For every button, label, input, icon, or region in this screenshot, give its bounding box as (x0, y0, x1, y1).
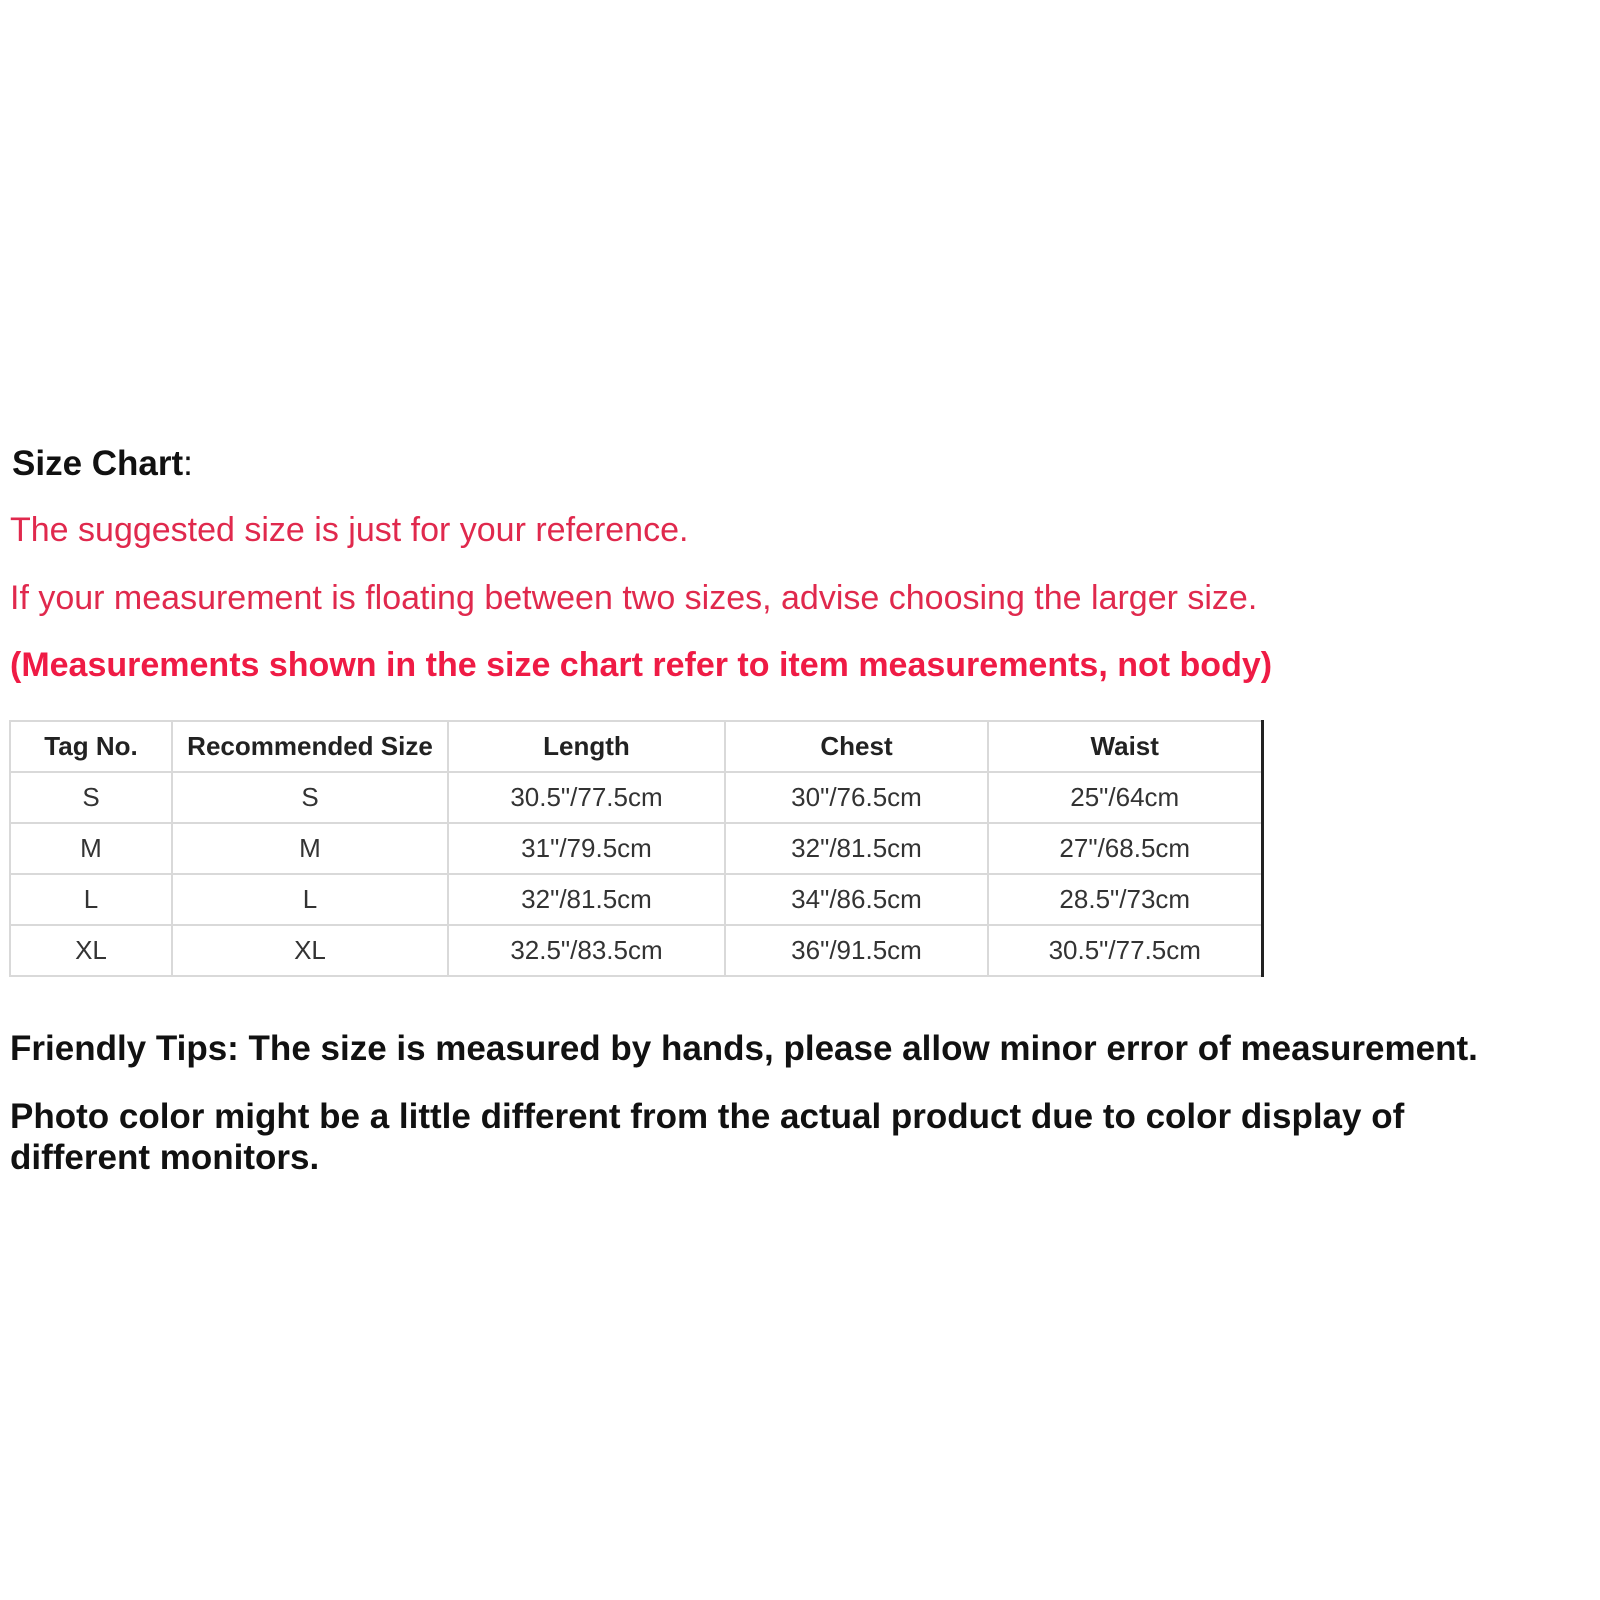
table-row (10, 823, 1262, 874)
cell-tag-no: XL (10, 925, 172, 976)
photo-color-note: Photo color might be a little different from the actual product due to color display of different monitors. (10, 1097, 1405, 1177)
cell-chest: 30"/76.5cm (725, 772, 988, 823)
reference-note: The suggested size is just for your reference. (10, 511, 689, 549)
table-row (10, 874, 1262, 925)
page-title-colon: : (183, 444, 193, 483)
cell-waist: 28.5"/73cm (988, 874, 1262, 925)
header-recommended-size: Recommended Size (172, 721, 448, 772)
cell-length: 30.5"/77.5cm (448, 772, 725, 823)
cell-tag-no: L (10, 874, 172, 925)
page-title-text: Size Chart (12, 444, 184, 483)
table-row (10, 772, 1262, 823)
header-length: Length (448, 721, 725, 772)
page-title (12, 442, 193, 486)
friendly-tips: Friendly Tips: The size is measured by hands, please allow minor error of measurement. (10, 1029, 1478, 1068)
cell-waist: 25"/64cm (988, 772, 1262, 823)
cell-chest: 34"/86.5cm (725, 874, 988, 925)
header-waist: Waist (988, 721, 1262, 772)
cell-recommended-size: L (172, 874, 448, 925)
cell-tag-no: M (10, 823, 172, 874)
cell-chest: 32"/81.5cm (725, 823, 988, 874)
cell-chest: 36"/91.5cm (725, 925, 988, 976)
cell-length: 32.5"/83.5cm (448, 925, 725, 976)
cell-recommended-size: S (172, 772, 448, 823)
header-tag-no: Tag No. (10, 721, 172, 772)
header-chest: Chest (725, 721, 988, 772)
size-chart-table (9, 720, 1264, 977)
cell-recommended-size: XL (172, 925, 448, 976)
cell-waist: 27"/68.5cm (988, 823, 1262, 874)
cell-tag-no: S (10, 772, 172, 823)
cell-length: 31"/79.5cm (448, 823, 725, 874)
table-header-row (10, 721, 1262, 772)
table-row (10, 925, 1262, 976)
item-measurements-note: (Measurements shown in the size chart refer to item measurements, not body) (10, 646, 1273, 684)
cell-recommended-size: M (172, 823, 448, 874)
between-sizes-note: If your measurement is floating between two sizes, advise choosing the larger size. (10, 579, 1258, 617)
cell-length: 32"/81.5cm (448, 874, 725, 925)
cell-waist: 30.5"/77.5cm (988, 925, 1262, 976)
